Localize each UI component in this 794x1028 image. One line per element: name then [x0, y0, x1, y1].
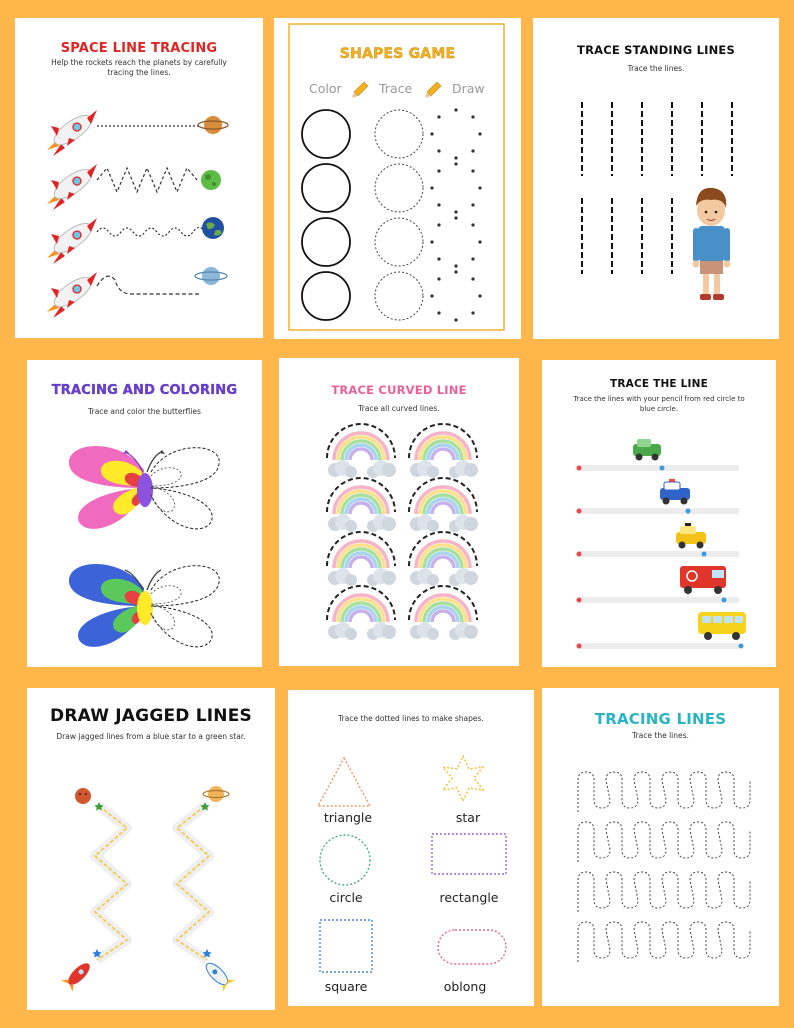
dotted-shapes-illustration [288, 690, 534, 1006]
fire-truck-icon [680, 566, 726, 594]
draw-dot [454, 162, 457, 165]
space-tracing-illustration [15, 18, 263, 338]
draw-dot [454, 156, 457, 159]
worksheet-instructions: Trace and color the butterflies [88, 407, 201, 416]
draw-dot [471, 223, 474, 226]
trace-path [97, 276, 201, 294]
draw-dot [478, 132, 481, 135]
rainbow-icon [327, 586, 396, 640]
draw-dot [437, 277, 440, 280]
worksheet-title: TRACE CURVED LINE [331, 383, 467, 397]
boy-illustration [693, 188, 731, 300]
rainbow-icon [327, 424, 396, 478]
worksheet-instructions: Trace the dotted lines to make shapes. [338, 714, 484, 723]
worksheet-title: SHAPES GAME [339, 46, 456, 62]
draw-dot [430, 240, 433, 243]
draw-dot [430, 186, 433, 189]
school-bus-icon [698, 612, 746, 640]
trace-circles [375, 110, 423, 320]
rainbow-icon [327, 532, 396, 586]
jagged-path-left [95, 806, 127, 960]
draw-dot [454, 210, 457, 213]
column-header-trace: Trace [379, 81, 413, 96]
worksheet-draw-jagged-lines [27, 688, 275, 1010]
worksheet-instructions: Draw jagged lines from a blue star to a green star. [56, 732, 246, 741]
rainbow-icon [409, 586, 478, 640]
standing-lines-illustration [533, 18, 779, 339]
butterfly-top [69, 446, 219, 529]
mars-planet-icon [75, 788, 91, 804]
draw-dots [430, 108, 481, 321]
draw-dot [437, 115, 440, 118]
worksheet-shapes-game [274, 18, 521, 339]
label-triangle: triangle [323, 810, 373, 825]
rainbow-icon [409, 478, 478, 532]
trace-row [577, 566, 740, 603]
saturn-planet-icon [203, 786, 229, 802]
worksheet-title: TRACING LINES [594, 710, 727, 728]
circle-shape [320, 835, 370, 885]
worksheet-tracing-lines [542, 688, 779, 1006]
wave-trace-line [578, 872, 750, 912]
draw-dot [471, 277, 474, 280]
label-square: square [324, 979, 368, 994]
draw-dot [478, 240, 481, 243]
curved-lines-illustration [279, 358, 519, 666]
draw-dot [430, 294, 433, 297]
trace-row [577, 612, 747, 649]
planet-green-icon [201, 170, 221, 190]
planet-uranus-icon [195, 267, 227, 285]
draw-dot [471, 115, 474, 118]
jagged-lines-illustration [27, 688, 275, 1010]
worksheet-trace-the-line [542, 360, 776, 667]
draw-dot [471, 257, 474, 260]
trace-row [577, 439, 740, 471]
rocket-icon [47, 218, 97, 264]
worksheet-instructions: Trace the lines with your pencil from red circle to blue circle. [573, 395, 745, 413]
draw-dot [471, 203, 474, 206]
rainbow-icon [409, 532, 478, 586]
taxi-icon [676, 523, 706, 549]
worksheet-instructions: Trace all curved lines. [358, 404, 440, 413]
worksheet-trace-curved-line [279, 358, 519, 666]
planet-saturn-icon [198, 116, 228, 134]
trace-path [97, 168, 197, 192]
trace-path [97, 227, 203, 236]
draw-dot [454, 216, 457, 219]
trace-line-illustration [542, 360, 776, 667]
rocket-icon [47, 110, 97, 156]
blue-rocket-icon [201, 958, 234, 991]
label-rectangle: rectangle [439, 890, 499, 905]
draw-dot [437, 311, 440, 314]
rainbow-icon [327, 478, 396, 532]
jagged-path-right [177, 806, 209, 960]
trace-row [577, 479, 740, 514]
draw-dot [454, 318, 457, 321]
police-car-icon [660, 479, 690, 505]
wave-trace-line [578, 922, 750, 962]
draw-dot [471, 169, 474, 172]
label-circle: circle [329, 890, 363, 905]
draw-dot [454, 264, 457, 267]
draw-dot [471, 149, 474, 152]
triangle-shape [318, 758, 370, 806]
butterfly-bottom [69, 564, 219, 647]
trace-row [577, 523, 740, 557]
tracing-lines-illustration [542, 688, 779, 1006]
draw-dot [471, 311, 474, 314]
draw-dot [437, 257, 440, 260]
wave-trace-line [578, 822, 750, 862]
draw-dot [454, 270, 457, 273]
oblong-shape [438, 930, 506, 964]
butterfly-illustration [27, 360, 262, 667]
rocket-icon [47, 164, 97, 210]
draw-dot [478, 186, 481, 189]
red-rocket-icon [61, 958, 94, 991]
rainbow-icon [409, 424, 478, 478]
worksheet-dotted-shapes [288, 690, 534, 1006]
label-star: star [455, 810, 481, 825]
pencil-icon [425, 82, 441, 98]
worksheet-instructions: Trace the lines. [627, 64, 685, 73]
draw-dot [437, 149, 440, 152]
wave-trace-line [578, 772, 750, 812]
draw-dot [437, 223, 440, 226]
green-car-icon [633, 439, 661, 461]
page-border [289, 24, 504, 330]
planet-earth-icon [202, 217, 224, 239]
rectangle-shape [432, 834, 506, 874]
draw-dot [430, 132, 433, 135]
color-circles [302, 110, 350, 320]
draw-dot [437, 169, 440, 172]
worksheet-space-line-tracing [15, 18, 263, 338]
star-shape [443, 756, 483, 801]
worksheet-trace-standing-lines [533, 18, 779, 339]
worksheet-title: TRACE THE LINE [609, 378, 709, 390]
worksheet-title: DRAW JAGGED LINES [50, 706, 252, 726]
pencil-icon [352, 82, 368, 98]
label-oblong: oblong [443, 979, 487, 994]
worksheet-tracing-and-coloring [27, 360, 262, 667]
worksheet-title: TRACE STANDING LINES [577, 43, 735, 57]
worksheet-title: SPACE LINE TRACING [60, 41, 218, 56]
worksheet-title: TRACING AND COLORING [51, 383, 238, 398]
worksheet-instructions: Help the rockets reach the planets by carefully tracing the lines. [51, 58, 227, 77]
square-shape [320, 920, 372, 972]
worksheet-instructions: Trace the lines. [632, 731, 689, 740]
draw-dot [454, 108, 457, 111]
draw-dot [437, 203, 440, 206]
column-header-color: Color [309, 81, 342, 96]
rocket-icon [47, 272, 97, 318]
column-header-draw: Draw [452, 81, 485, 96]
draw-dot [478, 294, 481, 297]
shapes-game-illustration [274, 18, 521, 339]
